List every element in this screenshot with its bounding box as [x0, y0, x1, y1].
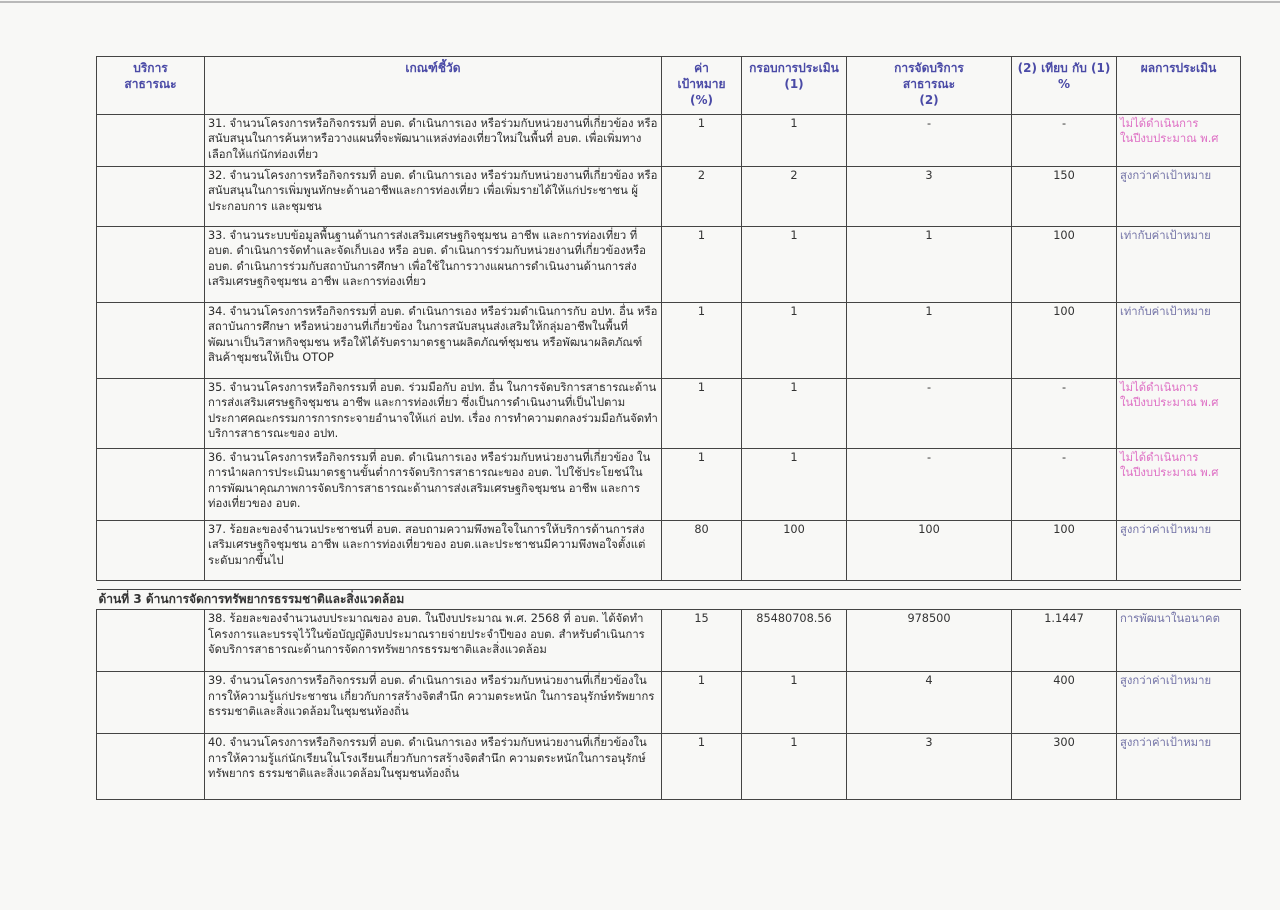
section-gap [97, 581, 1241, 590]
header-provision: การจัดบริการ สาธารณะ (2) [847, 57, 1012, 115]
target-value: 1 [662, 227, 742, 303]
service-cell [97, 115, 205, 167]
table-row [97, 672, 1241, 734]
provision-value: 1 [847, 303, 1012, 379]
header-compare: (2) เทียบ กับ (1) % [1012, 57, 1117, 115]
result-text: ไม่ได้ดำเนินการ ในปีงบประมาณ พ.ศ [1117, 449, 1241, 521]
target-value: 80 [662, 521, 742, 581]
target-value: 15 [662, 610, 742, 672]
service-cell [97, 734, 205, 800]
indicator-text: 32. จำนวนโครงการหรือกิจกรรมที่ อบต. ดำเนินการเอง หรือร่วมกับหน่วยงานที่เกี่ยวข้อง หรือสนับสนุนในการเพิ่มพูนทักษะด้านอาชีพและการท่องเที่ยว เพื่อเพิ่มรายได้ให้แก่ประชาชน ผู้ประกอบการ และชุมชน [205, 167, 662, 227]
target-value: 1 [662, 379, 742, 449]
table-row [97, 521, 1241, 581]
section-row [97, 590, 1241, 610]
indicator-text: 40. จำนวนโครงการหรือกิจกรรมที่ อบต. ดำเนินการเอง หรือร่วมกับหน่วยงานที่เกี่ยวข้องในการให้ความรู้แก่นักเรียนในโรงเรียนเกี่ยวกับการสร้างจิตสำนึก ความตระหนักในการอนุรักษ์ทรัพยากร ธรรมชาติและสิ่งแวดล้อมในชุมชนท้องถิ่น [205, 734, 662, 800]
compare-value: - [1012, 449, 1117, 521]
service-cell [97, 379, 205, 449]
provision-value: 4 [847, 672, 1012, 734]
table-row [97, 379, 1241, 449]
header-target: ค่า เป้าหมาย (%) [662, 57, 742, 115]
result-text: การพัฒนาในอนาคต [1117, 610, 1241, 672]
compare-value: 150 [1012, 167, 1117, 227]
provision-value: 100 [847, 521, 1012, 581]
service-cell [97, 449, 205, 521]
service-cell [97, 521, 205, 581]
frame-value: 85480708.56 [742, 610, 847, 672]
service-cell [97, 303, 205, 379]
header-frame: กรอบการประเมิน (1) [742, 57, 847, 115]
frame-value: 1 [742, 379, 847, 449]
frame-value: 1 [742, 227, 847, 303]
compare-value: 100 [1012, 303, 1117, 379]
compare-value: 100 [1012, 227, 1117, 303]
table-row [97, 227, 1241, 303]
evaluation-table [96, 56, 1241, 800]
service-cell [97, 167, 205, 227]
compare-value: - [1012, 379, 1117, 449]
frame-value: 2 [742, 167, 847, 227]
table-row [97, 734, 1241, 800]
provision-value: 1 [847, 227, 1012, 303]
table-row [97, 303, 1241, 379]
result-text: เท่ากับค่าเป้าหมาย [1117, 227, 1241, 303]
section-title: ด้านที่ 3 ด้านการจัดการทรัพยากรธรรมชาติและสิ่งแวดล้อม [97, 590, 1241, 610]
target-value: 1 [662, 303, 742, 379]
provision-value: 3 [847, 167, 1012, 227]
header-indicator: เกณฑ์ชี้วัด [205, 57, 662, 115]
indicator-text: 36. จำนวนโครงการหรือกิจกรรมที่ อบต. ดำเนินการเอง หรือร่วมกับหน่วยงานที่เกี่ยวข้อง ในการนำผลการประเมินมาตรฐานขั้นต่ำการจัดบริการสาธารณะของ อบต. ไปใช้ประโยชน์ในการพัฒนาคุณภาพการจัดบริการสาธารณะด้านการส่งเสริมเศรษฐกิจชุมชน อาชีพ และการท่องเที่ยวของ อบต. [205, 449, 662, 521]
compare-value: 300 [1012, 734, 1117, 800]
result-text: สูงกว่าค่าเป้าหมาย [1117, 167, 1241, 227]
target-value: 1 [662, 449, 742, 521]
header-service: บริการ สาธารณะ [97, 57, 205, 115]
frame-value: 100 [742, 521, 847, 581]
provision-value: 978500 [847, 610, 1012, 672]
indicator-text: 33. จำนวนระบบข้อมูลพื้นฐานด้านการส่งเสริมเศรษฐกิจชุมชน อาชีพ และการท่องเที่ยว ที่ อบต. ดำเนินการจัดทำและจัดเก็บเอง หรือ อบต. ดำเนินการร่วมกับหน่วยงานที่เกี่ยวข้องหรือ อบต. ดำเนินการร่วมกับสถาบันการศึกษา เพื่อใช้ในการวางแผนการดำเนินงานด้านการส่งเสริมเศรษฐกิจชุมชน อาชีพ และการท่องเที่ยว [205, 227, 662, 303]
table-row [97, 449, 1241, 521]
provision-value: - [847, 115, 1012, 167]
frame-value: 1 [742, 115, 847, 167]
frame-value: 1 [742, 303, 847, 379]
result-text: สูงกว่าค่าเป้าหมาย [1117, 672, 1241, 734]
header-result: ผลการประเมิน [1117, 57, 1241, 115]
indicator-text: 31. จำนวนโครงการหรือกิจกรรมที่ อบต. ดำเนินการเอง หรือร่วมกับหน่วยงานที่เกี่ยวข้อง หรือสนับสนุนในการค้นหาหรือวางแผนที่จะพัฒนาแหล่งท่องเที่ยวใหม่ในพื้นที่ อบต. เพื่อเพิ่มทางเลือกให้แก่นักท่องเที่ยว [205, 115, 662, 167]
provision-value: - [847, 379, 1012, 449]
provision-value: - [847, 449, 1012, 521]
indicator-text: 38. ร้อยละของจำนวนงบประมาณของ อบต. ในปีงบประมาณ พ.ศ. 2568 ที่ อบต. ได้จัดทำโครงการและบรรจุไว้ในข้อบัญญัติงบประมาณรายจ่ายประจำปีของ อบต. สำหรับดำเนินการจัดบริการสาธารณะด้านการจัดการทรัพยากรธรรมชาติและสิ่งแวดล้อม [205, 610, 662, 672]
frame-value: 1 [742, 672, 847, 734]
top-rule [0, 1, 1280, 3]
frame-value: 1 [742, 734, 847, 800]
result-text: สูงกว่าค่าเป้าหมาย [1117, 521, 1241, 581]
result-text: สูงกว่าค่าเป้าหมาย [1117, 734, 1241, 800]
target-value: 2 [662, 167, 742, 227]
service-cell [97, 610, 205, 672]
service-cell [97, 672, 205, 734]
compare-value: 400 [1012, 672, 1117, 734]
table-row [97, 610, 1241, 672]
indicator-text: 34. จำนวนโครงการหรือกิจกรรมที่ อบต. ดำเนินการเอง หรือร่วมดำเนินการกับ อปท. อื่น หรือสถาบันการศึกษา หรือหน่วยงานที่เกี่ยวข้อง ในการสนับสนุนส่งเสริมให้กลุ่มอาชีพในพื้นที่พัฒนาเป็นวิสาหกิจชุมชน หรือให้ได้รับตรามาตรฐานผลิตภัณฑ์ชุมชน หรือพัฒนาผลิตภัณฑ์สินค้าชุมชนให้เป็น OTOP [205, 303, 662, 379]
service-cell [97, 227, 205, 303]
result-text: เท่ากับค่าเป้าหมาย [1117, 303, 1241, 379]
compare-value: - [1012, 115, 1117, 167]
compare-value: 1.1447 [1012, 610, 1117, 672]
target-value: 1 [662, 115, 742, 167]
frame-value: 1 [742, 449, 847, 521]
result-text: ไม่ได้ดำเนินการ ในปีงบประมาณ พ.ศ [1117, 379, 1241, 449]
indicator-text: 35. จำนวนโครงการหรือกิจกรรมที่ อบต. ร่วมมือกับ อปท. อื่น ในการจัดบริการสาธารณะด้านการส่งเสริมเศรษฐกิจชุมชน อาชีพ และการท่องเที่ยว ซึ่งเป็นการดำเนินงานที่เป็นไปตามประกาศคณะกรรมการการกระจายอำนาจให้แก่ อปท. เรื่อง การทำความตกลงร่วมมือกันจัดทำบริการสาธารณะของ อปท. [205, 379, 662, 449]
result-text: ไม่ได้ดำเนินการ ในปีงบประมาณ พ.ศ [1117, 115, 1241, 167]
provision-value: 3 [847, 734, 1012, 800]
table-row [97, 115, 1241, 167]
table-header-row [97, 57, 1241, 115]
target-value: 1 [662, 734, 742, 800]
indicator-text: 39. จำนวนโครงการหรือกิจกรรมที่ อบต. ดำเนินการเอง หรือร่วมกับหน่วยงานที่เกี่ยวข้องในการให้ความรู้แก่ประชาชน เกี่ยวกับการสร้างจิตสำนึก ความตระหนัก ในการอนุรักษ์ทรัพยากร ธรรมชาติและสิ่งแวดล้อมในชุมชนท้องถิ่น [205, 672, 662, 734]
target-value: 1 [662, 672, 742, 734]
table-row [97, 167, 1241, 227]
compare-value: 100 [1012, 521, 1117, 581]
indicator-text: 37. ร้อยละของจำนวนประชาชนที่ อบต. สอบถามความพึงพอใจในการให้บริการด้านการส่งเสริมเศรษฐกิจชุมชน อาชีพ และการท่องเที่ยวของ อบต.และประชาชนมีความพึงพอใจตั้งแต่ระดับมากขึ้นไป [205, 521, 662, 581]
